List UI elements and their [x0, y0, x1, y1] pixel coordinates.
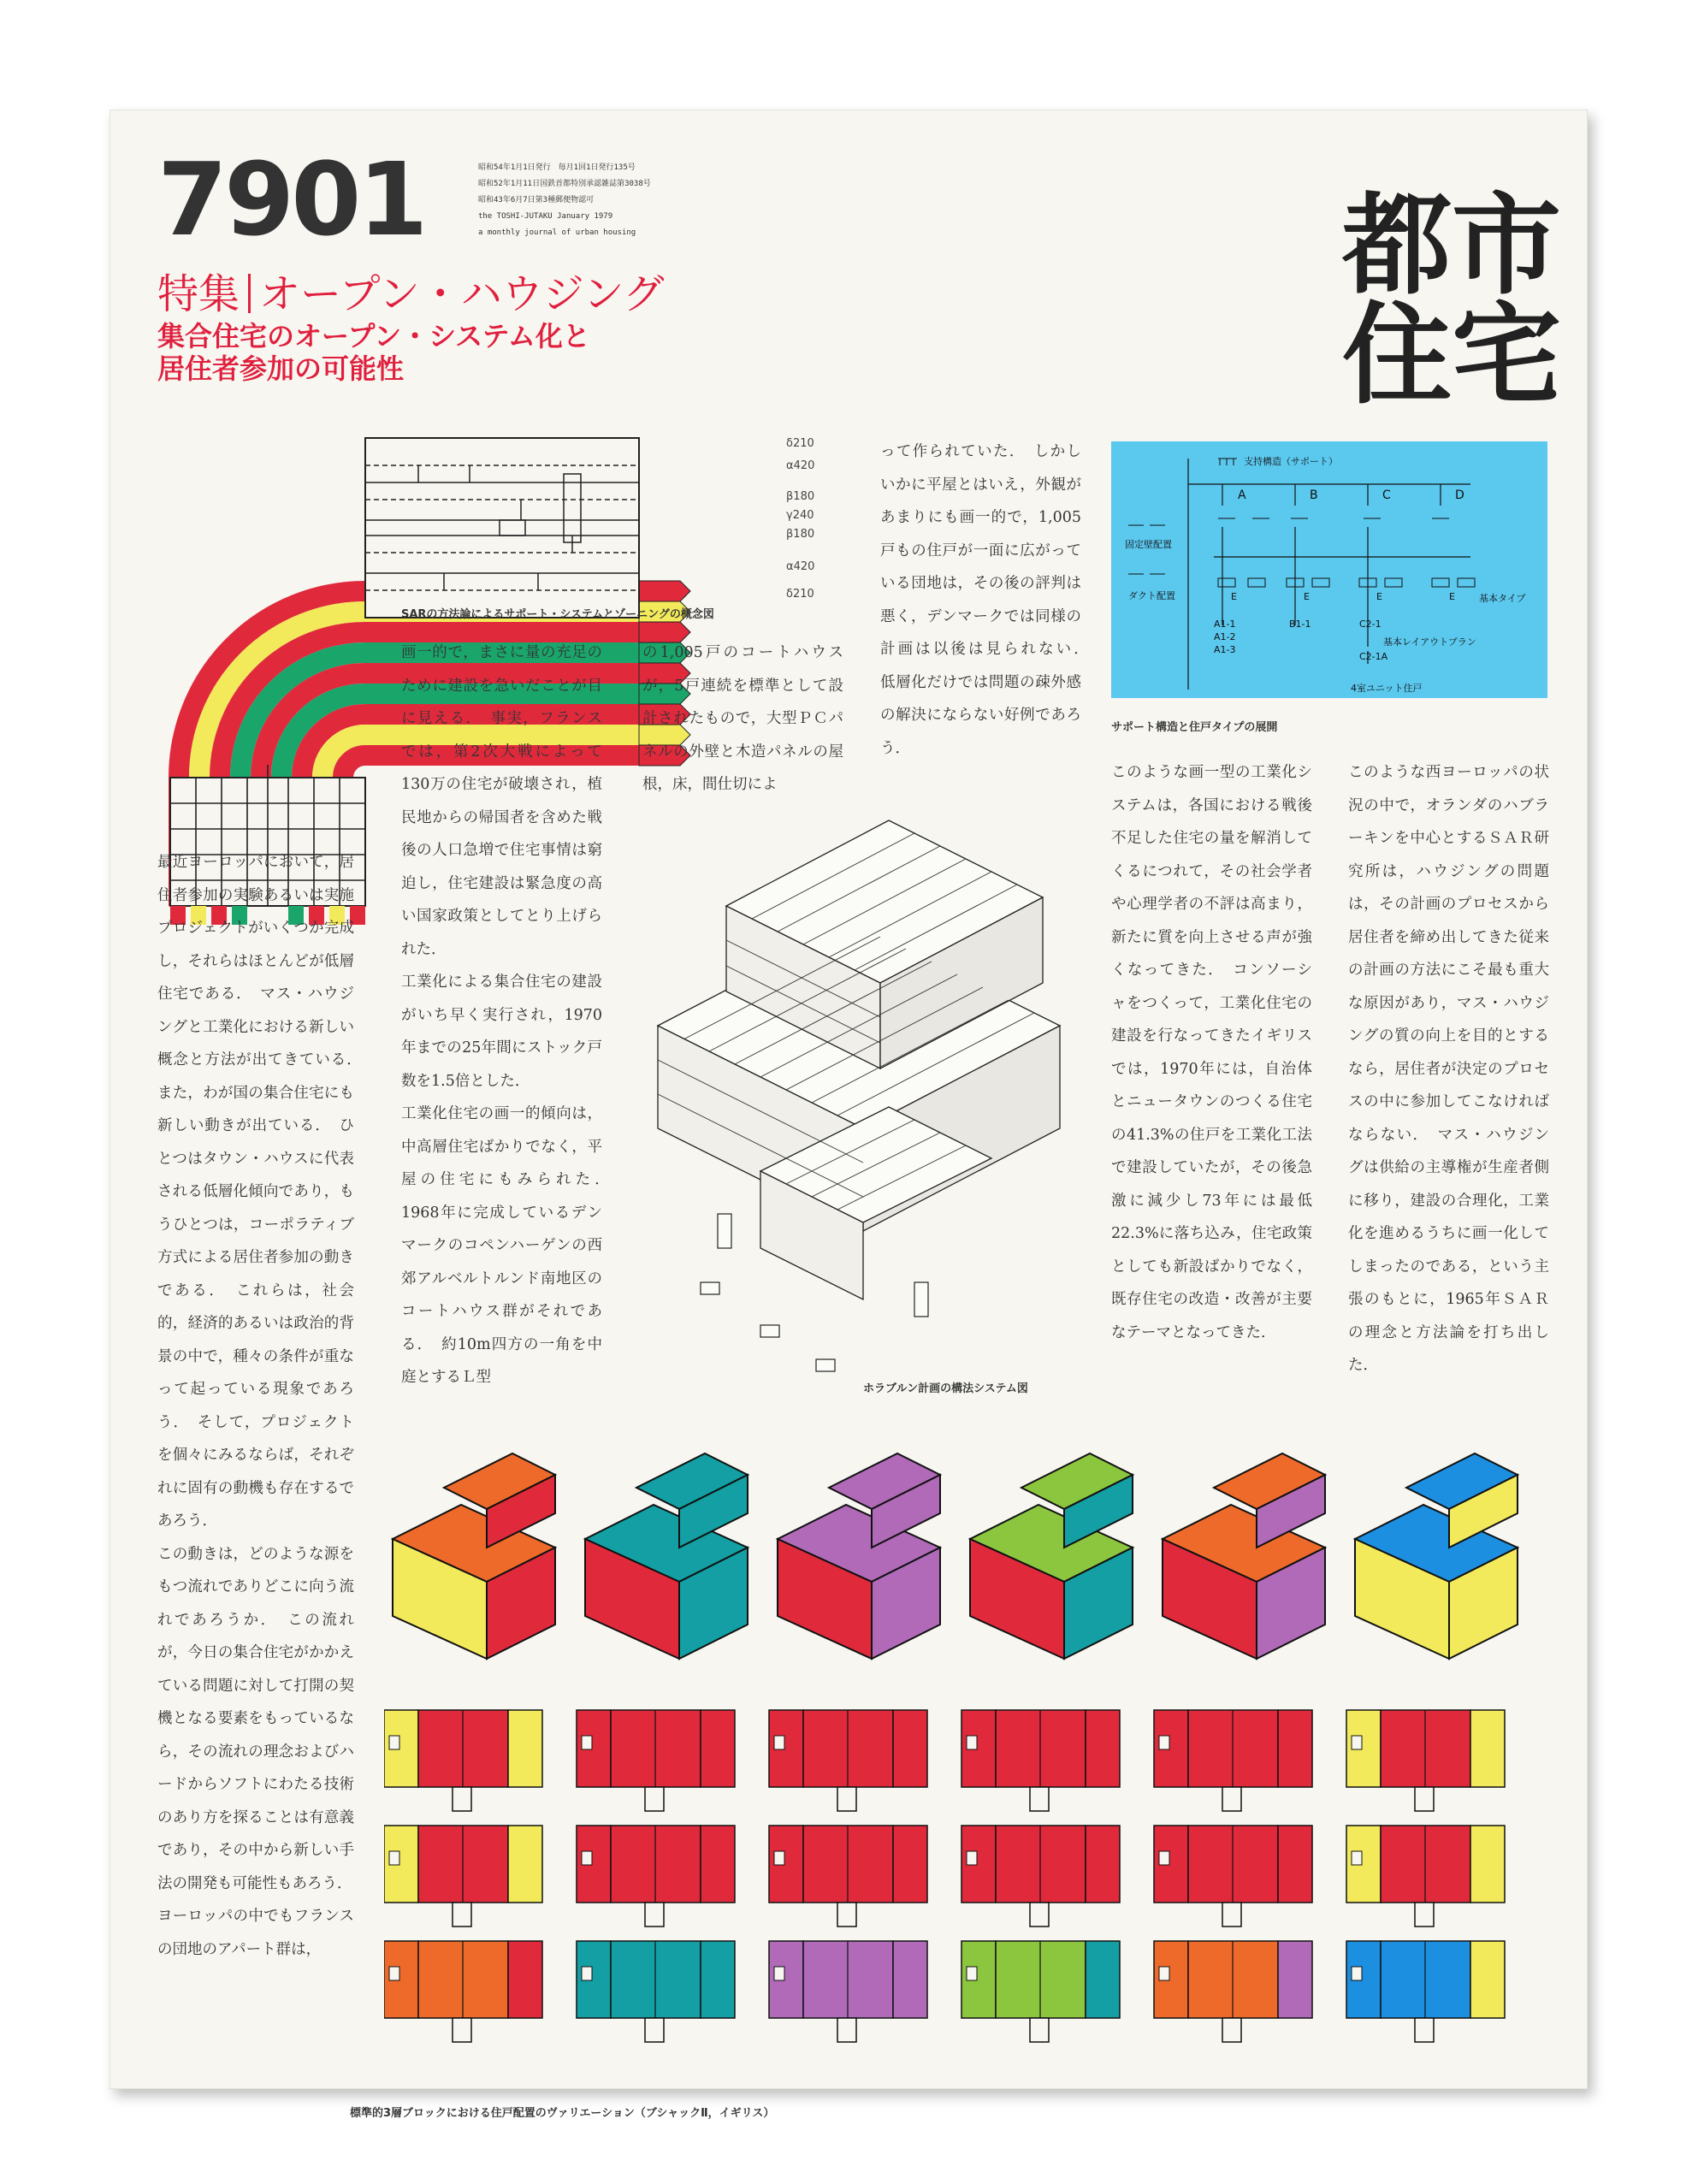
variation-caption: 標準的3層ブロックにおける住戸配置のヴァリエーション（ブシャックⅡ，イギリス）	[350, 2107, 775, 2120]
feature-heading	[157, 269, 665, 320]
unit-variation-figures	[384, 1419, 1565, 2104]
variation-column	[1154, 1453, 1325, 2042]
paragraph: このような西ヨーロッパの状況の中で，オランダのハブラーキンを中心とするＳＡＲ研究所は，ハウジングの問題は，その計画のプロセスから居住者を締め出してきた従来の計画の方法にこそ最も重大な原因があり，マス・ハウジングの質の向上を目的とするなら，居住者が決定のプロセスの中に参加してこなければならない． マス・ハウジングは供給の主導権が生産者側に移り，建設の合理化，工業化を進めるうちに画一化してしまったのである，という主張のもとに，1965年ＳＡＲの理念と方法論を打ち出した．	[1348, 764, 1549, 1374]
feature-subtitle	[157, 320, 636, 385]
meta-line: a monthly journal of urban housing	[478, 228, 636, 237]
dimension-label: β180	[786, 528, 815, 541]
support-letter: B	[1310, 488, 1318, 502]
variation-plan	[1154, 1826, 1312, 1927]
support-code: A1-1	[1214, 619, 1236, 630]
support-left-label: ダクト配置	[1128, 590, 1175, 601]
meta-line: the TOSHI-JUTAKU January 1979	[478, 212, 613, 221]
support-letter: D	[1455, 488, 1464, 502]
variation-isometric-block	[1163, 1453, 1325, 1659]
support-e-label: E	[1449, 591, 1455, 602]
variation-isometric-block	[778, 1453, 940, 1659]
variation-column	[577, 1453, 748, 2042]
structure-isometric-drawing	[632, 769, 1077, 1385]
structure-caption: ホラブルン計画の構法システム図	[863, 1382, 1028, 1395]
variation-plan	[384, 1826, 542, 1927]
paragraph: の1,005戸のコートハウスが，5戸連続を標準として設計されたもので，大型ＰＣパネルの外壁と木造パネルの屋根，床，間仕切によ	[642, 644, 843, 793]
paragraph: って作られていた． しかしいかに平屋とはいえ，外観があまりにも画一的で，1,005戸もの住戸が一面に広がっている団地は，その後の評判は悪く，デンマークでは同様の計画は以後は見られない． 低層化だけでは問題の疎外感の解決にならない好例であろう．	[880, 443, 1097, 757]
subtitle-line: 居住者参加の可能性	[157, 352, 405, 385]
variation-isometric-block	[1355, 1453, 1518, 1659]
support-tree-lines	[1111, 441, 1547, 698]
support-unit-label: 4室ユニット住戸	[1351, 683, 1423, 694]
variation-plan	[961, 1826, 1120, 1927]
paragraph: この動きは，どのような源をもつ流れでありどこに向う流れであろうか． この流れが，今日の集合住宅がかかえている問題に対して打開の契機となる要素をもっているなら，その流れの理念およびハードからソフトにわたる技術のあり方を探ることは有意義であり，その中から新しい手法の開発も可能性もあろう．	[157, 1545, 354, 1892]
support-caption: サポート構造と住戸タイプの展開	[1111, 721, 1278, 734]
variation-isometric-block	[970, 1453, 1133, 1659]
dimension-label: γ240	[786, 509, 814, 522]
support-root-label: 支持構造（サポート）	[1244, 456, 1338, 467]
support-left-label: 固定壁配置	[1125, 539, 1172, 550]
zoning-band-arrow	[639, 581, 690, 601]
variation-column	[384, 1453, 555, 2042]
variation-isometric-block	[585, 1453, 748, 1659]
support-e-label: E	[1231, 591, 1237, 602]
variation-plan	[384, 1941, 542, 2042]
publication-meta	[478, 160, 651, 241]
dimension-label: α420	[786, 560, 815, 573]
dimension-label: δ210	[786, 437, 814, 450]
support-diagram	[1111, 441, 1547, 698]
paragraph: 画一的で，まさに量の充足のために建設を急いだことが目に見える． 事実，フランスでは，第2次大戦によって130万の住宅が破壊され，植民地からの帰国者を含めた戦後の人口急増で住宅事情は窮迫し，住宅建設は緊急度の高い国家政策としてとり上げられた．	[401, 644, 602, 958]
variation-plan	[769, 1826, 927, 1927]
support-code: A1-3	[1214, 644, 1236, 655]
magazine-title-line: 住宅	[1342, 292, 1562, 419]
support-code: B1-1	[1289, 619, 1311, 630]
dimension-label: α420	[786, 459, 815, 472]
paragraph: 工業化住宅の画一的傾向は，中高層住宅ばかりでなく，平屋の住宅にもみられた． 1968年に完成しているデンマークのコペンハーゲンの西郊アルベルトルンド南地区のコートハウス群がそれである． 約10m四方の一角を中庭とするＬ型	[401, 1105, 618, 1386]
variation-column	[769, 1453, 940, 2042]
meta-line: 昭和43年6月7日第3種郵便物認可	[478, 196, 595, 204]
paragraph: 最近ヨーロッパにおいて，居住者参加の実験あるいは実施プロジェクトがいくつか完成し，それらはほとんどが低層住宅である． マス・ハウジングと工業化における新しい概念と方法が出てきている． また，わが国の集合住宅にも新しい動きが出ている． ひとつはタウン・ハウスに代表される低層化傾向であり，もうひとつは，コーポラティブ方式による居住者参加の動きである． これらは，社会的，経済的あるいは政治的背景の中で，種々の条件が重なって起っている現象であろう． そして，プロジェクトを個々にみるならば，それぞれに固有の動機も存在するであろう．	[157, 854, 370, 1530]
dimension-label: δ210	[786, 588, 814, 601]
variation-plan	[1346, 1941, 1505, 2042]
variation-plan	[1154, 1941, 1312, 2042]
meta-line: 昭和52年1月11日国鉄首都特別承認雑誌第3038号	[478, 180, 651, 188]
support-code: C2-1A	[1359, 651, 1388, 662]
variation-plan	[577, 1710, 735, 1811]
variation-plan	[769, 1941, 927, 2042]
support-e-label: E	[1304, 591, 1310, 602]
feature-separator	[248, 274, 251, 313]
magazine-title-line: 都市	[1342, 182, 1562, 310]
support-letter: C	[1382, 488, 1391, 502]
variation-plan	[961, 1941, 1120, 2042]
variation-plan	[577, 1826, 735, 1927]
feature-label: 特集	[157, 270, 240, 318]
subtitle-line: 集合住宅のオープン・システム化と	[157, 320, 590, 352]
meta-line: 昭和54年1月1日発行 毎月1回1日発行135号	[478, 163, 636, 172]
text-column-2	[401, 636, 618, 1394]
variation-plan	[769, 1710, 927, 1811]
variation-plan	[384, 1710, 542, 1811]
support-e-label: E	[1376, 591, 1382, 602]
support-letter: A	[1238, 488, 1246, 502]
variation-plan	[961, 1710, 1120, 1811]
text-column-6	[1348, 756, 1549, 1382]
magazine-cover	[109, 109, 1588, 2120]
support-base-layout: 基本レイアウトプラン	[1383, 636, 1476, 648]
paragraph: 工業化による集合住宅の建設がいち早く実行され，1970年までの25年間にストック戸数を1.5倍とした．	[401, 974, 602, 1090]
variation-column	[961, 1453, 1133, 2042]
support-base-type: 基本タイプ	[1479, 593, 1526, 604]
variation-plan	[1154, 1710, 1312, 1811]
text-column-5	[1111, 756, 1312, 1349]
text-column-4	[880, 435, 1097, 765]
zoning-band	[343, 755, 365, 778]
variation-plan	[1346, 1710, 1505, 1811]
paragraph: ヨーロッパの中でもフランスの団地のアパート群は，	[157, 1908, 354, 1958]
variation-isometric-block	[393, 1453, 555, 1659]
sar-caption: SARの方法論によるサポート・システムとゾーニングの概念図	[401, 608, 714, 621]
dimension-label: β180	[786, 490, 815, 503]
magazine-title	[1342, 182, 1565, 419]
issue-number: 7901	[157, 140, 425, 258]
feature-title: オープン・ハウジング	[259, 270, 665, 318]
text-column-1	[157, 846, 370, 1966]
paragraph: このような画一型の工業化システムは，各国における戦後不足した住宅の量を解消してくるにつれて，その社会学者や心理学者の不評は高まり，新たに質を向上させる声が強くなってきた． コンソーシャをつくって，工業化住宅の建設を行なってきたイギリスでは，1970年には，自治体とニュータウンのつくる住宅の41.3%の住戸を工業化工法で建設していたが，その後急激に減少し73年には最低22.3%に落ち込み，住宅政策としても新設ばかりでなく，既存住宅の改造・改善が主要なテーマとなってきた．	[1111, 764, 1312, 1341]
variation-plan	[1346, 1826, 1505, 1927]
text-column-3	[642, 636, 843, 802]
variation-column	[1346, 1453, 1518, 2042]
support-code: C2-1	[1359, 619, 1382, 630]
support-code: A1-2	[1214, 631, 1236, 642]
variation-plan	[577, 1941, 735, 2042]
